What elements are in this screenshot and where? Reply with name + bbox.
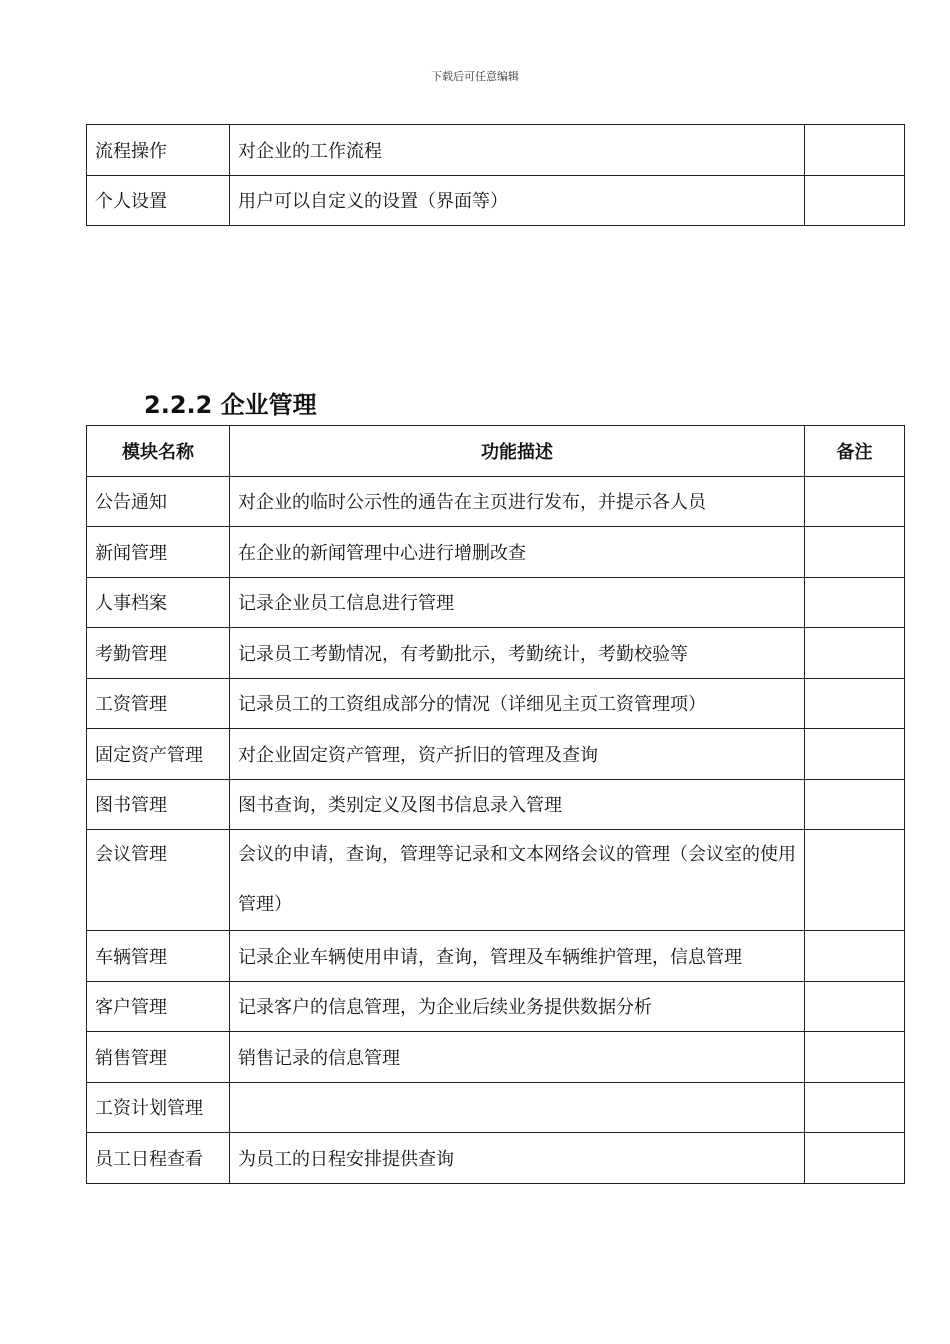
- note-cell: [805, 931, 905, 982]
- note-cell: [805, 1133, 905, 1184]
- top-table: [86, 124, 905, 226]
- description-cell: [230, 1082, 805, 1133]
- table-row: [87, 931, 905, 982]
- table-row: [87, 1082, 905, 1133]
- table-row: [87, 678, 905, 729]
- header-module-name: 模块名称: [87, 426, 230, 477]
- table-row: [87, 779, 905, 830]
- note-cell: [805, 729, 905, 780]
- module-name-cell: 会议管理: [87, 830, 230, 931]
- module-name-cell: 员工日程查看: [87, 1133, 230, 1184]
- module-name-cell: 图书管理: [87, 779, 230, 830]
- module-name-cell: 公告通知: [87, 476, 230, 527]
- description-cell: 用户可以自定义的设置（界面等）: [230, 175, 805, 226]
- note-cell: [805, 175, 905, 226]
- description-cell: 销售记录的信息管理: [230, 1032, 805, 1083]
- table-row: [87, 476, 905, 527]
- module-name-cell: 考勤管理: [87, 628, 230, 679]
- module-name-cell: 流程操作: [87, 125, 230, 176]
- description-cell: 对企业的临时公示性的通告在主页进行发布，并提示各人员: [230, 476, 805, 527]
- table-row: [87, 981, 905, 1032]
- module-name-cell: 个人设置: [87, 175, 230, 226]
- table-row: [87, 527, 905, 578]
- note-cell: [805, 577, 905, 628]
- header-note: 备注: [805, 426, 905, 477]
- description-cell: 对企业固定资产管理，资产折旧的管理及查询: [230, 729, 805, 780]
- table-row: [87, 628, 905, 679]
- module-name-cell: 人事档案: [87, 577, 230, 628]
- description-cell: 图书查询，类别定义及图书信息录入管理: [230, 779, 805, 830]
- description-cell: 记录客户的信息管理，为企业后续业务提供数据分析: [230, 981, 805, 1032]
- description-cell: 为员工的日程安排提供查询: [230, 1133, 805, 1184]
- header-description: 功能描述: [230, 426, 805, 477]
- table-row: [87, 125, 905, 176]
- table-row: [87, 830, 905, 931]
- description-cell: 在企业的新闻管理中心进行增删改查: [230, 527, 805, 578]
- note-cell: [805, 678, 905, 729]
- note-cell: [805, 1082, 905, 1133]
- header-note: 下载后可任意编辑: [431, 70, 519, 83]
- module-name-cell: 客户管理: [87, 981, 230, 1032]
- table-row: [87, 729, 905, 780]
- note-cell: [805, 125, 905, 176]
- module-name-cell: 工资管理: [87, 678, 230, 729]
- module-name-cell: 车辆管理: [87, 931, 230, 982]
- section-title: 2.2.2 企业管理: [144, 391, 317, 419]
- description-cell: 记录企业员工信息进行管理: [230, 577, 805, 628]
- module-name-cell: 销售管理: [87, 1032, 230, 1083]
- note-cell: [805, 1032, 905, 1083]
- table-row: [87, 175, 905, 226]
- module-table: [86, 425, 905, 1184]
- module-name-cell: 工资计划管理: [87, 1082, 230, 1133]
- module-name-cell: 新闻管理: [87, 527, 230, 578]
- note-cell: [805, 981, 905, 1032]
- note-cell: [805, 527, 905, 578]
- note-cell: [805, 476, 905, 527]
- table-header-row: [87, 426, 905, 477]
- description-cell: 记录员工的工资组成部分的情况（详细见主页工资管理项）: [230, 678, 805, 729]
- description-cell: 记录员工考勤情况，有考勤批示，考勤统计，考勤校验等: [230, 628, 805, 679]
- note-cell: [805, 628, 905, 679]
- module-name-cell: 固定资产管理: [87, 729, 230, 780]
- table-row: [87, 1032, 905, 1083]
- description-cell: 记录企业车辆使用申请，查询，管理及车辆维护管理，信息管理: [230, 931, 805, 982]
- description-cell: 会议的申请，查询，管理等记录和文本网络会议的管理（会议室的使用管理）: [230, 830, 805, 931]
- table-row: [87, 577, 905, 628]
- table-row: [87, 1133, 905, 1184]
- description-cell: 对企业的工作流程: [230, 125, 805, 176]
- note-cell: [805, 779, 905, 830]
- note-cell: [805, 830, 905, 931]
